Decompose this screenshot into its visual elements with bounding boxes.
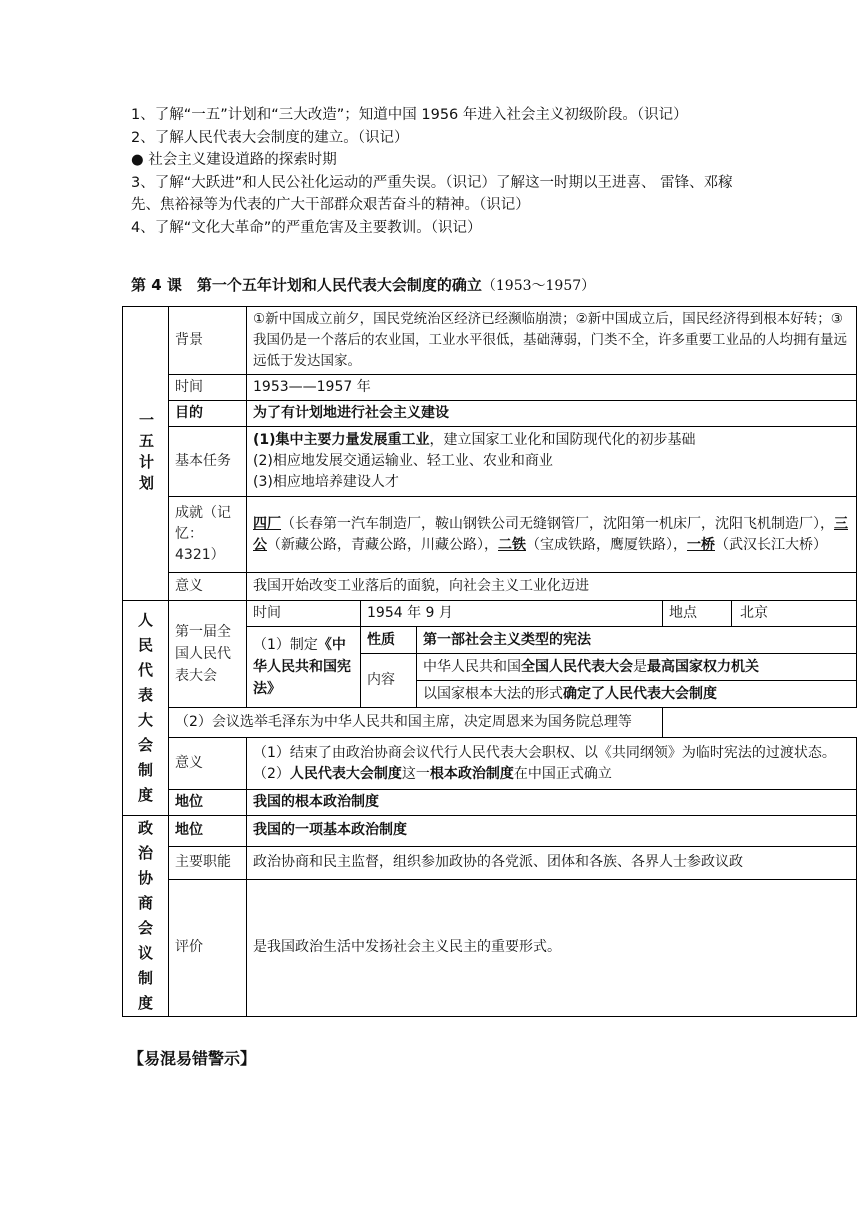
section-cppcc: 政治协商会议制度	[123, 816, 169, 1017]
time-label: 时间	[169, 375, 247, 401]
highways-detail: （新藏公路，青藏公路，川藏公路），	[267, 536, 498, 553]
npc-time: 1954 年 9 月	[361, 601, 663, 627]
npc-status: 我国的根本政治制度	[247, 790, 857, 816]
sig-c: 这一	[401, 765, 430, 782]
constitution-name: 《中华人民共和国宪法》	[253, 637, 351, 697]
sig-d: 根本政治制度	[429, 765, 514, 782]
npc-place	[663, 601, 857, 627]
objective-4: 4、了解“文化大革命”的严重危害及主要教训。（识记）	[131, 219, 482, 236]
task-1-rest: ，建立国家工业化和国防现代化的初步基础	[429, 432, 696, 448]
summary-table	[122, 306, 857, 1017]
content-1d: 最高国家权力机关	[647, 658, 759, 675]
content-1a: 中华人民共和国	[423, 658, 521, 675]
content-1b: 全国人民代表大会	[521, 658, 633, 675]
cppcc-status: 我国的一项基本政治制度	[247, 816, 857, 847]
sig-a: （1）结束了由政治协商会议代行人民代表大会职权、以《共同纲领》为临时宪法的过渡状态。（2）	[253, 744, 836, 782]
plan-tasks	[247, 427, 857, 497]
lesson-title: 第 4 课 第一个五年计划和人民代表大会制度的确立	[131, 276, 482, 294]
warning-heading: 【易混易错警示】	[128, 1049, 257, 1068]
task-2: (2)相应地发展交通运输业、轻工业、农业和商业	[253, 453, 553, 469]
cppcc-evaluation-label: 评价	[169, 879, 247, 1016]
sig-e: 在中国正式确立	[513, 765, 612, 782]
content-label: 内容	[361, 654, 417, 708]
objective-3: 3、了解“大跃进”和人民公社化运动的严重失误。（识记）了解这一时期以王进喜、 雷锋、邓稼先、焦裕禄等为代表的广大干部群众艰苦奋斗的精神。（识记）	[131, 174, 733, 213]
content-2	[417, 681, 857, 708]
objective-2: 2、了解人民代表大会制度的建立。（识记）	[131, 129, 409, 146]
npc-place-value: 北京	[740, 605, 768, 621]
bridge-detail: （武汉长江大桥）	[715, 536, 827, 553]
learning-objectives	[131, 104, 741, 239]
tasks-label: 基本任务	[169, 427, 247, 497]
objective-bullet: ● 社会主义建设道路的探索时期	[131, 152, 337, 168]
achievement-bridge: 一桥	[687, 536, 715, 553]
plan-significance-label: 意义	[169, 573, 247, 601]
content-2a: 以国家根本大法的形式	[423, 685, 563, 702]
sig-b: 人民代表大会制度	[289, 765, 402, 782]
background-text: ①新中国成立前夕，国民党统治区经济已经濒临崩溃；②新中国成立后，国民经济得到根本好转；③我国仍是一个落后的农业国，工业水平很低，基础薄弱，门类不全，许多重要工业品的人均拥有量远远低于发达国家。	[247, 307, 857, 375]
plan-significance: 我国开始改变工业落后的面貌，向社会主义工业化迈进	[247, 573, 857, 601]
npc-place-label: 地点	[663, 601, 732, 626]
constitution-nature: 第一部社会主义类型的宪法	[417, 627, 857, 654]
cppcc-function: 政治协商和民主监督，组织参加政协的各党派、团体和各族、各界人士参政议政	[247, 846, 857, 879]
section-npc: 人民代表大会制度	[123, 601, 169, 816]
plan-time: 1953——1957 年	[247, 375, 857, 401]
npc-status-label: 地位	[169, 790, 247, 816]
background-label: 背景	[169, 307, 247, 375]
npc-election: （2）会议选举毛泽东为中华人民共和国主席，决定周恩来为国务院总理等	[169, 708, 663, 738]
objective-1: 1、了解“一五”计划和“三大改造”；知道中国 1956 年进入社会主义初级阶段。（识记）	[131, 107, 688, 123]
cppcc-status-label: 地位	[169, 816, 247, 847]
cppcc-function-label: 主要职能	[169, 846, 247, 879]
nature-label: 性质	[361, 627, 417, 654]
achievement-railways: 二铁	[498, 536, 526, 553]
section-five-year-plan: 一五计划	[123, 307, 169, 601]
npc-time-label: 时间	[247, 601, 361, 627]
npc-significance	[247, 738, 857, 790]
lesson-heading	[131, 274, 595, 295]
lesson-years: （1953～1957）	[481, 278, 596, 294]
task-3: (3)相应地培养建设人才	[253, 474, 399, 490]
content-2b: 确定了人民代表大会制度	[563, 685, 717, 702]
achievement-factories: 四厂	[253, 515, 281, 532]
first-npc-label: 第一届全国人民代表大会	[169, 601, 247, 708]
content-1	[417, 654, 857, 681]
achievement-label: 成就（记忆：4321）	[169, 497, 247, 573]
plan-achievements	[247, 497, 857, 573]
achievement-highways: 三公	[253, 515, 848, 553]
railways-detail: （宝成铁路，鹰厦铁路），	[526, 536, 687, 553]
constitution-prefix: （1）制定	[253, 637, 318, 653]
factories-detail: （长春第一汽车制造厂，鞍山钢铁公司无缝钢管厂，沈阳第一机床厂，沈阳飞机制造厂），	[281, 515, 834, 532]
content-1c: 是	[633, 658, 647, 675]
constitution-cell	[247, 627, 361, 708]
npc-significance-label: 意义	[169, 738, 247, 790]
purpose-label: 目的	[169, 401, 247, 427]
cppcc-evaluation: 是我国政治生活中发扬社会主义民主的重要形式。	[247, 879, 857, 1016]
task-1-bold: (1)集中主要力量发展重工业	[253, 432, 430, 448]
plan-purpose: 为了有计划地进行社会主义建设	[247, 401, 857, 427]
